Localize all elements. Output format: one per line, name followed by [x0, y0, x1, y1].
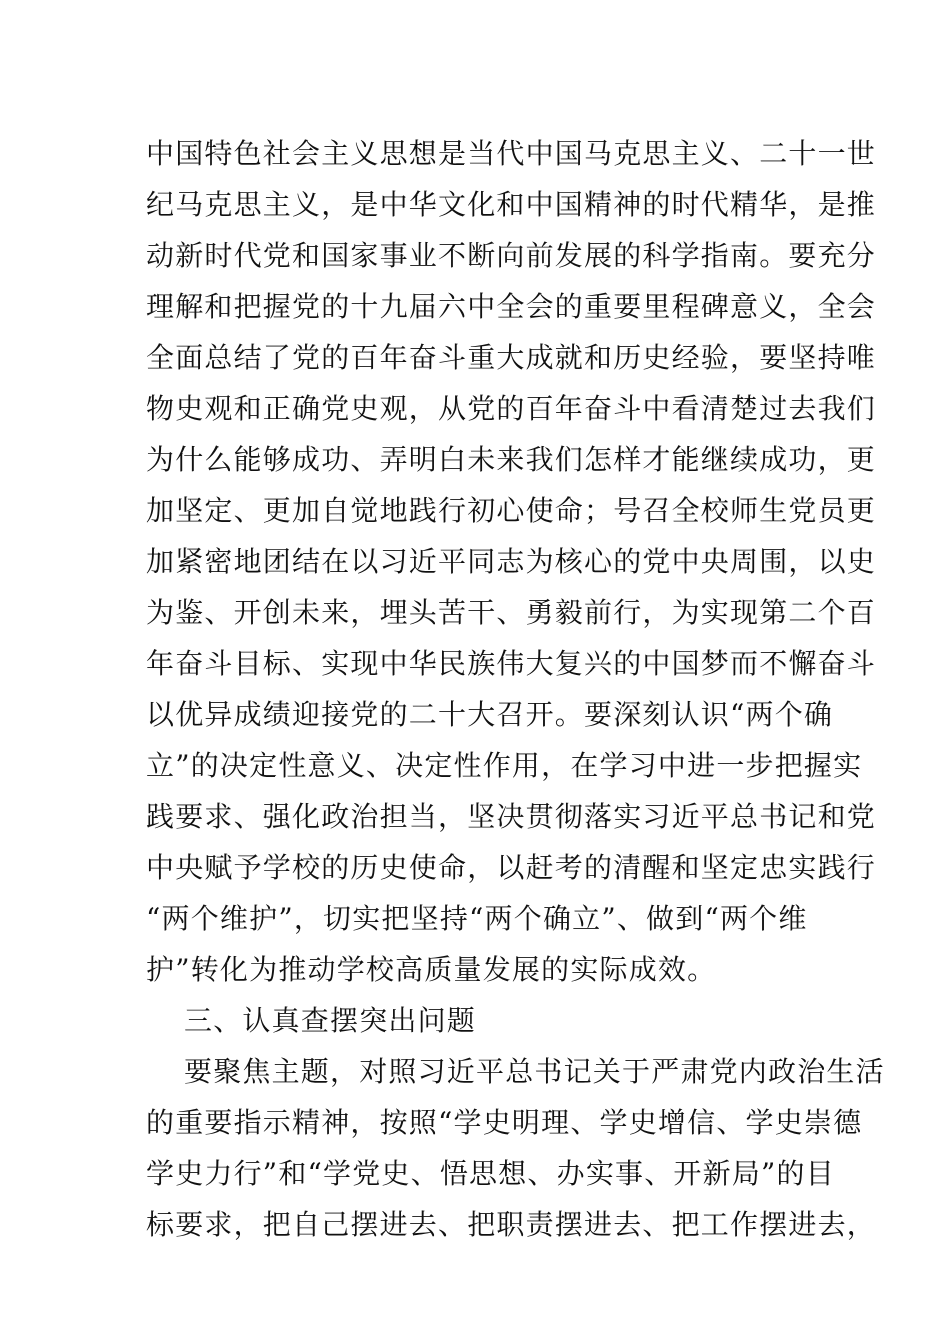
text-line: 动新时代党和国家事业不断向前发展的科学指南。要充分 — [146, 239, 877, 272]
text-line: 为什么能够成功、弄明白未来我们怎样才能继续成功，更 — [146, 443, 877, 476]
text-line: 年奋斗目标、实现中华民族伟大复兴的中国梦而不懈奋斗 — [146, 647, 877, 680]
text-line: “两个维护”，切实把坚持“两个确立”、做到“两个维 — [146, 902, 808, 935]
text-line: 学史力行”和“学党史、悟思想、办实事、开新局”的目 — [146, 1157, 835, 1190]
text-line: 立”的决定性意义、决定性作用，在学习中进一步把握实 — [146, 749, 863, 782]
text-line: 理解和把握党的十九届六中全会的重要里程碑意义，全会 — [146, 290, 877, 323]
text-line: 要聚焦主题，对照习近平总书记关于严肃党内政治生活 — [184, 1055, 885, 1088]
text-line: 的重要指示精神，按照“学史明理、学史增信、学史崇德 — [146, 1106, 863, 1139]
document-body — [146, 128, 885, 1250]
text-line: 为鉴、开创未来，埋头苦干、勇毅前行，为实现第二个百 — [146, 596, 877, 629]
section-heading: 三、认真查摆突出问题 — [184, 1004, 477, 1037]
text-line: 中央赋予学校的历史使命，以赶考的清醒和坚定忠实践行 — [146, 851, 877, 884]
text-line: 全面总结了党的百年奋斗重大成就和历史经验，要坚持唯 — [146, 341, 877, 374]
text-line: 物史观和正确党史观，从党的百年奋斗中看清楚过去我们 — [146, 392, 877, 425]
text-line: 标要求，把自己摆进去、把职责摆进去、把工作摆进去， — [146, 1208, 877, 1241]
text-line: 以优异成绩迎接党的二十大召开。要深刻认识“两个确 — [146, 698, 834, 731]
text-line: 加坚定、更加自觉地践行初心使命；号召全校师生党员更 — [146, 494, 877, 527]
text-line: 加紧密地团结在以习近平同志为核心的党中央周围，以史 — [146, 545, 877, 578]
text-line: 中国特色社会主义思想是当代中国马克思主义、二十一世 — [146, 137, 877, 170]
text-line: 践要求、强化政治担当，坚决贯彻落实习近平总书记和党 — [146, 800, 877, 833]
text-line: 纪马克思主义，是中华文化和中国精神的时代精华，是推 — [146, 188, 877, 221]
text-line: 护”转化为推动学校高质量发展的实际成效。 — [146, 953, 717, 986]
